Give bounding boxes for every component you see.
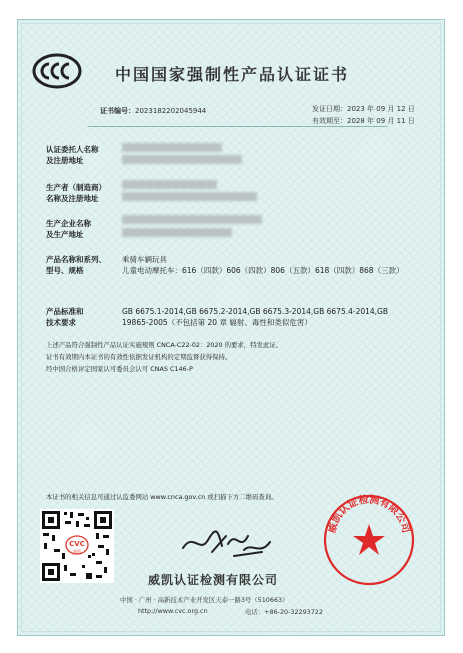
standard-label-line2: 技术要求 <box>46 318 76 327</box>
cert-no-value: 2023182202045944 <box>135 107 207 115</box>
company-seal-stamp <box>322 493 416 587</box>
standard-value: GB 6675.1-2014,GB 6675.2-2014,GB 6675.3-2014,GB 6675.4-2014,GB 19865-2005（不包括第 20 章 辐射、毒性和类似危害） <box>122 307 389 327</box>
issuer-company-name: 威凯认证检测有限公司 <box>148 573 279 587</box>
certificate-title: 中国国家强制性产品认证证书 <box>115 65 350 84</box>
qr-logo-sub: 威凯 <box>73 549 81 554</box>
applicant-label-line1: 认证委托人名称 <box>46 145 99 154</box>
product-value <box>122 254 412 276</box>
footer-address: 中国 · 广州 · 高新技术产业开发区天泰一路3号（510663） <box>120 596 289 604</box>
applicant-label <box>46 144 99 166</box>
ccc-logo-icon <box>32 53 82 89</box>
statement-line-2: 证书有效期内本证书的有效性依据发证机构的定期监督获得保持。 <box>46 353 232 361</box>
product-models: 儿童电动摩托车：616（四款）606（四款）806（五款）618（四款）868（三款） <box>122 266 404 275</box>
product-name: 乘骑车辆玩具 <box>122 255 167 264</box>
statement-line-1: 上述产品符合强制性产品认证实施规则 CNCA-C22-02：2020 的要求，特发此证。 <box>46 341 283 349</box>
footer-website[interactable]: http://www.cvc.org.cn <box>138 607 208 615</box>
product-label-line1: 产品名称和系列、 <box>46 255 106 264</box>
manufacturer-label-line1: 生产者（制造商） <box>46 183 106 192</box>
standard-label-line1: 产品标准和 <box>46 307 84 316</box>
expiry-date-row <box>312 116 415 126</box>
redacted-applicant-name <box>122 143 222 152</box>
seal-text: 威凯认证检测有限公司 <box>327 494 411 535</box>
factory-label-line2: 及生产地址 <box>46 230 84 239</box>
redacted-applicant-address <box>122 155 242 164</box>
manufacturer-label <box>46 182 106 204</box>
factory-label <box>46 218 91 240</box>
issue-date-label: 发证日期： <box>312 105 347 113</box>
redacted-manufacturer-address <box>122 192 257 201</box>
statement-line-3: 经中国合格评定国家认可委员会认可 CNAS C146-P <box>46 365 193 373</box>
cert-no-row <box>100 106 206 116</box>
qr-code[interactable] <box>40 509 114 583</box>
expiry-date-label: 有效期至： <box>312 117 347 125</box>
manufacturer-label-line2: 名称及注册地址 <box>46 194 99 203</box>
redacted-factory-address <box>122 228 232 237</box>
redacted-manufacturer-name <box>122 180 217 189</box>
header-divider <box>88 126 388 127</box>
qr-logo-text: CVC <box>69 540 85 548</box>
cert-no-label: 证书编号： <box>100 107 135 115</box>
signature-image <box>178 522 278 562</box>
applicant-label-line2: 及注册地址 <box>46 156 84 165</box>
redacted-factory-name <box>122 215 262 224</box>
query-note: 本证书的相关信息可通过认监委网站 www.cnca.gov.cn 或扫描下方二维码查询。 <box>46 493 278 501</box>
issue-date-row <box>312 104 415 114</box>
factory-label-line1: 生产企业名称 <box>46 219 91 228</box>
standard-label <box>46 306 84 328</box>
issue-date-value: 2023 年 09 月 12 日 <box>347 105 415 113</box>
footer-phone: 电话：+86-20-32293722 <box>245 608 323 616</box>
product-label-line2: 型号、规格 <box>46 266 84 275</box>
expiry-date-value: 2028 年 09 月 11 日 <box>347 117 415 125</box>
product-label <box>46 254 106 276</box>
